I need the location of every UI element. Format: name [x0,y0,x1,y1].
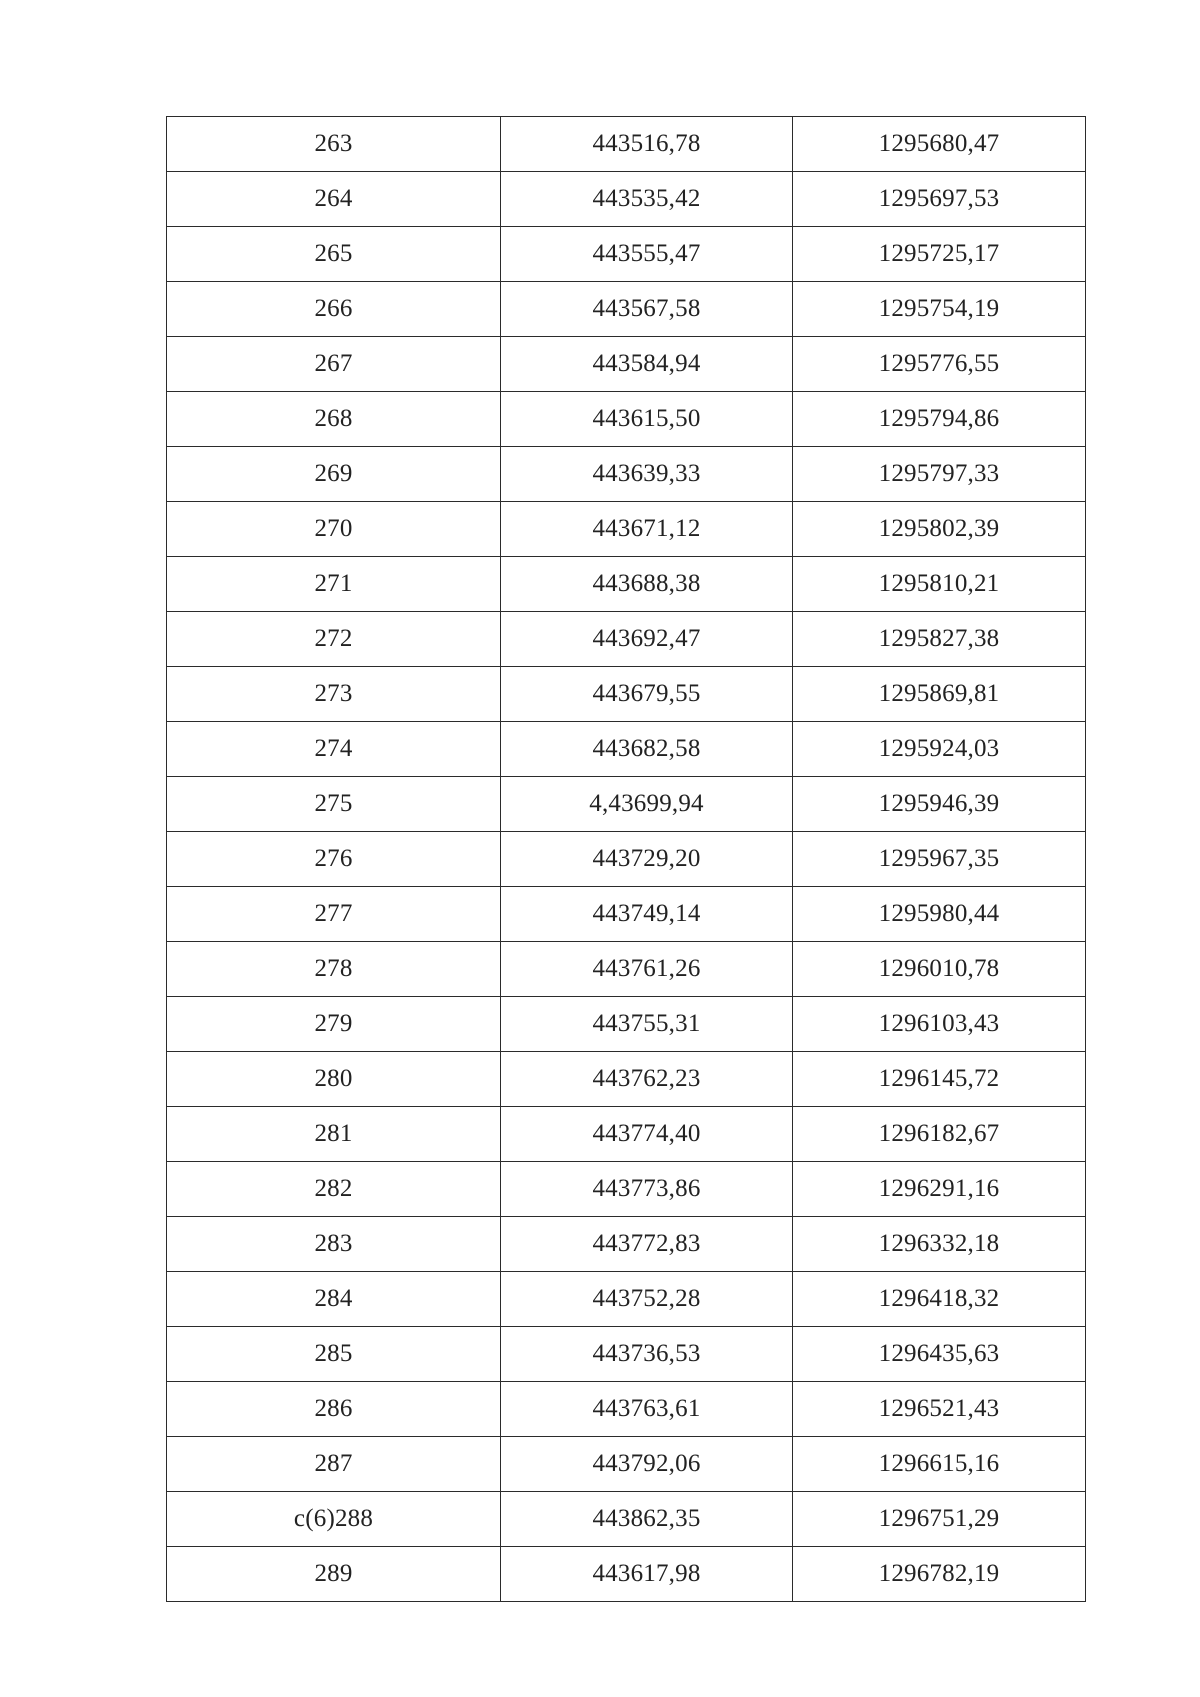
x-coordinate-cell: 443729,20 [501,832,793,887]
y-coordinate-cell: 1296435,63 [793,1327,1086,1382]
coordinates-table [166,116,1086,1602]
table-row [167,172,1086,227]
point-number-cell: 278 [167,942,501,997]
table-row [167,722,1086,777]
y-coordinate-cell: 1295810,21 [793,557,1086,612]
y-coordinate-cell: 1296782,19 [793,1547,1086,1602]
table-row [167,667,1086,722]
x-coordinate-cell: 443755,31 [501,997,793,1052]
point-number-cell: 271 [167,557,501,612]
x-coordinate-cell: 443761,26 [501,942,793,997]
point-number-cell: 267 [167,337,501,392]
point-number-cell: 277 [167,887,501,942]
y-coordinate-cell: 1296332,18 [793,1217,1086,1272]
table-row [167,1107,1086,1162]
y-coordinate-cell: 1296145,72 [793,1052,1086,1107]
x-coordinate-cell: 443584,94 [501,337,793,392]
y-coordinate-cell: 1295697,53 [793,172,1086,227]
table-row [167,612,1086,667]
x-coordinate-cell: 443567,58 [501,282,793,337]
y-coordinate-cell: 1295924,03 [793,722,1086,777]
x-coordinate-cell: 443535,42 [501,172,793,227]
point-number-cell: c(6)288 [167,1492,501,1547]
point-number-cell: 280 [167,1052,501,1107]
point-number-cell: 272 [167,612,501,667]
y-coordinate-cell: 1295869,81 [793,667,1086,722]
point-number-cell: 266 [167,282,501,337]
x-coordinate-cell: 443615,50 [501,392,793,447]
table-row [167,557,1086,612]
point-number-cell: 276 [167,832,501,887]
x-coordinate-cell: 443555,47 [501,227,793,282]
table-row [167,282,1086,337]
point-number-cell: 284 [167,1272,501,1327]
coordinates-table-body [167,117,1086,1602]
table-row [167,1217,1086,1272]
table-row [167,832,1086,887]
point-number-cell: 285 [167,1327,501,1382]
table-row [167,502,1086,557]
x-coordinate-cell: 443639,33 [501,447,793,502]
table-row [167,447,1086,502]
x-coordinate-cell: 443688,38 [501,557,793,612]
table-row [167,887,1086,942]
table-row [167,227,1086,282]
x-coordinate-cell: 443792,06 [501,1437,793,1492]
point-number-cell: 289 [167,1547,501,1602]
table-row [167,997,1086,1052]
y-coordinate-cell: 1296010,78 [793,942,1086,997]
y-coordinate-cell: 1296521,43 [793,1382,1086,1437]
table-row [167,1052,1086,1107]
x-coordinate-cell: 443679,55 [501,667,793,722]
y-coordinate-cell: 1295794,86 [793,392,1086,447]
table-row [167,392,1086,447]
point-number-cell: 274 [167,722,501,777]
y-coordinate-cell: 1295680,47 [793,117,1086,172]
table-row [167,1272,1086,1327]
x-coordinate-cell: 443772,83 [501,1217,793,1272]
point-number-cell: 268 [167,392,501,447]
y-coordinate-cell: 1295946,39 [793,777,1086,832]
table-row [167,1382,1086,1437]
point-number-cell: 265 [167,227,501,282]
x-coordinate-cell: 443692,47 [501,612,793,667]
point-number-cell: 263 [167,117,501,172]
table-row [167,1437,1086,1492]
x-coordinate-cell: 443617,98 [501,1547,793,1602]
table-row [167,1327,1086,1382]
point-number-cell: 275 [167,777,501,832]
y-coordinate-cell: 1296182,67 [793,1107,1086,1162]
table-row [167,1162,1086,1217]
x-coordinate-cell: 443752,28 [501,1272,793,1327]
point-number-cell: 283 [167,1217,501,1272]
point-number-cell: 273 [167,667,501,722]
table-row [167,1547,1086,1602]
y-coordinate-cell: 1296615,16 [793,1437,1086,1492]
table-row [167,117,1086,172]
y-coordinate-cell: 1296291,16 [793,1162,1086,1217]
x-coordinate-cell: 443516,78 [501,117,793,172]
y-coordinate-cell: 1295725,17 [793,227,1086,282]
y-coordinate-cell: 1295967,35 [793,832,1086,887]
x-coordinate-cell: 443762,23 [501,1052,793,1107]
x-coordinate-cell: 4,43699,94 [501,777,793,832]
point-number-cell: 270 [167,502,501,557]
y-coordinate-cell: 1295827,38 [793,612,1086,667]
table-row [167,337,1086,392]
x-coordinate-cell: 443682,58 [501,722,793,777]
x-coordinate-cell: 443763,61 [501,1382,793,1437]
y-coordinate-cell: 1296418,32 [793,1272,1086,1327]
x-coordinate-cell: 443671,12 [501,502,793,557]
table-row [167,777,1086,832]
y-coordinate-cell: 1295802,39 [793,502,1086,557]
table-row [167,942,1086,997]
table-row [167,1492,1086,1547]
x-coordinate-cell: 443773,86 [501,1162,793,1217]
y-coordinate-cell: 1295980,44 [793,887,1086,942]
y-coordinate-cell: 1296751,29 [793,1492,1086,1547]
point-number-cell: 282 [167,1162,501,1217]
y-coordinate-cell: 1295797,33 [793,447,1086,502]
x-coordinate-cell: 443749,14 [501,887,793,942]
x-coordinate-cell: 443736,53 [501,1327,793,1382]
y-coordinate-cell: 1296103,43 [793,997,1086,1052]
point-number-cell: 269 [167,447,501,502]
x-coordinate-cell: 443774,40 [501,1107,793,1162]
point-number-cell: 264 [167,172,501,227]
point-number-cell: 286 [167,1382,501,1437]
y-coordinate-cell: 1295754,19 [793,282,1086,337]
x-coordinate-cell: 443862,35 [501,1492,793,1547]
point-number-cell: 287 [167,1437,501,1492]
point-number-cell: 279 [167,997,501,1052]
y-coordinate-cell: 1295776,55 [793,337,1086,392]
point-number-cell: 281 [167,1107,501,1162]
